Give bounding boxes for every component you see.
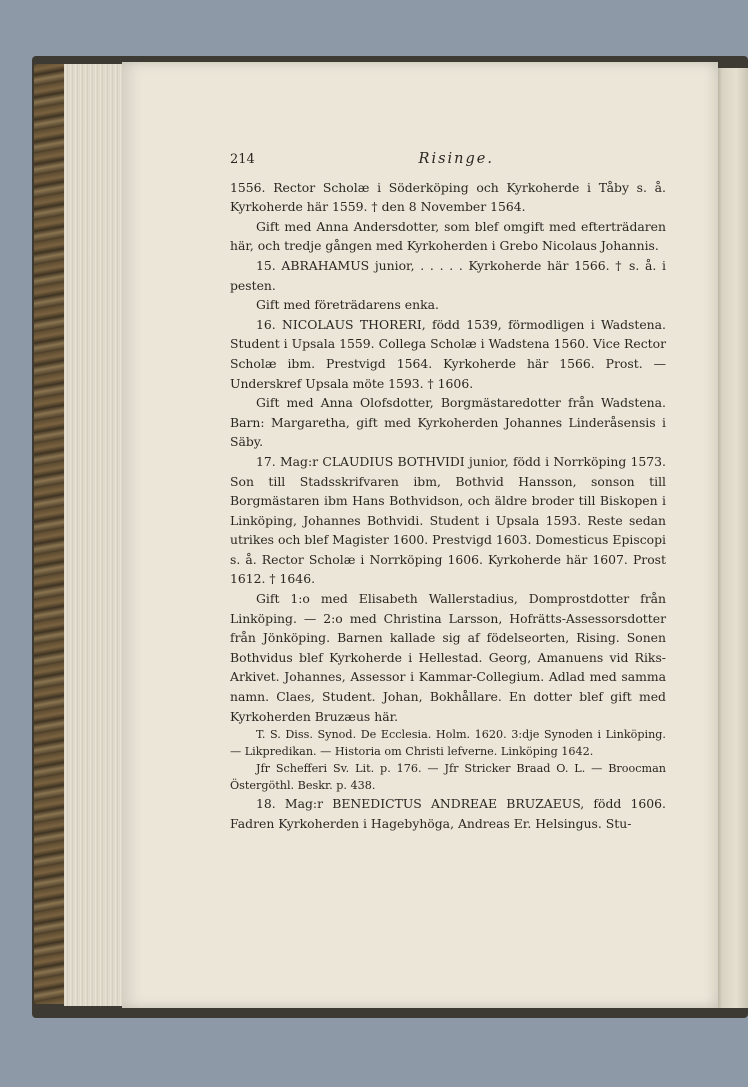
references-note: Jfr Schefferi Sv. Lit. p. 176. — Jfr Stricker Braad O. L. — Broocman Östergöthl. Beskr. p. 438. <box>230 762 666 793</box>
entry-17: 17. Mag:r CLAUDIUS BOTHVIDI junior, född i Norrköping 1573. Son till Stadsskrifvaren ibm, Bothvid Hansson, sonson till Borgmästaren ibm Hans Bothvidson, och äldre broder till Biskopen i Linköping, Johannes Bothvidi. Student i Upsala 1593. Reste sedan utrikes och blef Magister 1600. Prestvigd 1603. Domesticus Episcopi s. å. Rector Scholæ i Norrköping 1606. Kyrkoherde här 1607. Prost 1612. † 1646. <box>230 453 666 587</box>
entry-15: 15. ABRAHAMUS junior, . . . . . Kyrkoherde här 1566. † s. å. i pesten. <box>230 257 666 293</box>
paragraph-8: Gift 1:o med Elisabeth Wallerstadius, Domprostdotter från Linköping. — 2:o med Christina Larsson, Hofrätts-Assessorsdotter från Jönköping. Barnen kallade sig af födelseorten, Rising. Sonen Bothvidus blef Kyrkoherde i Hellestad. Georg, Amanuens vid Riks-Arkivet. Johannes, Assessor i Kammar-Collegium. Adlad med samma namn. Claes, Student. Johan, Bokhållare. En dotter blef gift med Kyrkoherden Bruzæus här. <box>230 591 666 724</box>
page-number: 214 <box>230 152 255 167</box>
paragraph-2: Gift med Anna Andersdotter, som blef omgift med efterträdaren här, och tredje gången med Kyrkoherden i Grebo Nicolaus Johannis. <box>230 218 666 254</box>
paragraph-4: Gift med företrädarens enka. <box>256 297 439 313</box>
paragraph-1: 1556. Rector Scholæ i Söderköping och Kyrkoherde i Tåby s. å. Kyrkoherde här 1559. † den 8 November 1564. <box>230 179 666 215</box>
entry-18: 18. Mag:r BENEDICTUS ANDREAE BRUZAEUS, född 1606. Fadren Kyrkoherden i Hagebyhöga, Andreas Er. Helsingus. Stu- <box>230 796 666 831</box>
page-text <box>230 150 666 833</box>
running-title: Risinge. <box>418 151 494 167</box>
paragraph-6: Gift med Anna Olofsdotter, Borgmästaredotter från Wadstena. Barn: Margaretha, gift med Kyrkoherden Johannes Linderåsensis i Säby. <box>230 395 666 450</box>
page-header <box>230 150 494 170</box>
entry-16: 16. NICOLAUS THORERI, född 1539, förmodligen i Wadstena. Student i Upsala 1559. Collega Scholæ i Wadstena 1560. Vice Rector Scholæ ibm. Prestvigd 1564. Kyrkoherde här 1566. Prost. — Underskref Upsala möte 1593. † 1606. <box>230 316 666 391</box>
writings-note: T. S. Diss. Synod. De Ecclesia. Holm. 1620. 3:dje Synoden i Linköping. — Likpredikan. — Historia om Christi lefverne. Linköping 1642. <box>230 728 666 759</box>
book-spine <box>34 64 68 1004</box>
page-edges <box>64 64 128 1006</box>
